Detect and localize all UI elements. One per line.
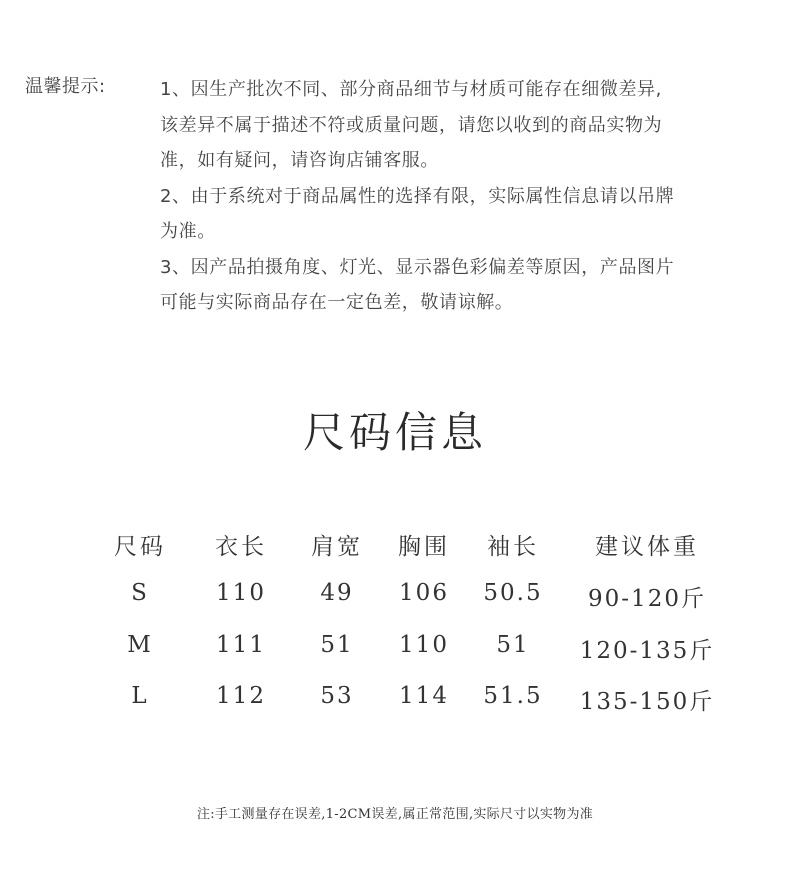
table-cell: 90-120斤 — [588, 586, 706, 612]
measurement-footnote: 注:手工测量存在误差,1-2CM误差,属正常范围,实际尺寸以实物为准 — [196, 807, 594, 822]
table-cell: S — [131, 580, 149, 606]
table-cell: 53 — [320, 683, 354, 709]
table-cell: 51 — [320, 632, 354, 658]
table-header-weight: 建议体重 — [595, 534, 699, 560]
notice-line: 该差异不属于描述不符或质量问题，请您以收到的商品实物为 — [160, 114, 663, 136]
table-header-length: 衣长 — [215, 534, 267, 560]
table-header-size: 尺码 — [114, 534, 166, 560]
table-cell: 106 — [399, 580, 449, 606]
notice-line: 1、因生产批次不同、部分商品细节与材质可能存在细微差异, — [160, 79, 662, 100]
size-info-title: 尺码信息 — [302, 408, 487, 457]
notice-line: 准，如有疑问，请咨询店铺客服。 — [160, 150, 439, 171]
table-cell: 135-150斤 — [579, 689, 715, 715]
table-cell: 49 — [320, 580, 354, 606]
table-cell: M — [127, 632, 153, 658]
table-cell: 110 — [399, 632, 449, 658]
table-cell: L — [131, 683, 149, 709]
notice-label: 温馨提示: — [25, 76, 106, 97]
notice-line: 为准。 — [160, 221, 216, 242]
table-cell: 50.5 — [483, 580, 543, 606]
notice-line: 2、由于系统对于商品属性的选择有限，实际属性信息请以吊牌 — [160, 185, 675, 207]
table-cell: 120-135斤 — [579, 638, 715, 664]
table-header-sleeve: 袖长 — [487, 534, 539, 560]
notice-line: 可能与实际商品存在一定色差，敬请谅解。 — [160, 292, 514, 313]
notice-line: 3、因产品拍摄角度、灯光、显示器色彩偏差等原因，产品图片 — [160, 256, 675, 278]
table-header-chest: 胸围 — [398, 534, 450, 560]
table-cell: 112 — [216, 683, 266, 709]
table-cell: 114 — [399, 683, 449, 709]
table-cell: 51 — [496, 632, 530, 658]
table-cell: 111 — [216, 632, 266, 658]
table-cell: 51.5 — [483, 683, 543, 709]
table-header-shoulder: 肩宽 — [311, 534, 363, 560]
notice-body — [160, 72, 760, 321]
table-cell: 110 — [216, 580, 266, 606]
